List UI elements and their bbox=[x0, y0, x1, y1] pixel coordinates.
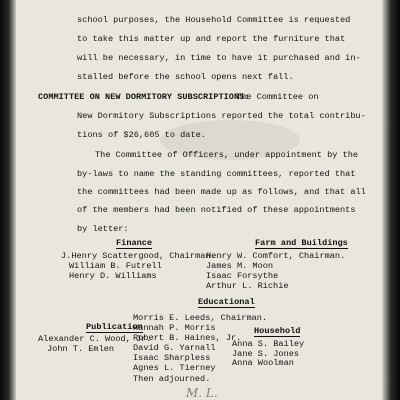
committee-member: Morris E. Leeds, Chairman. bbox=[133, 313, 268, 323]
committee-member: Robert B. Haines, Jr. bbox=[133, 333, 242, 343]
body-line: of the members had been notified of these appointments bbox=[77, 205, 356, 215]
body-line: tions of $26,605 to date. bbox=[77, 130, 206, 140]
committee-member: Anna S. Bailey bbox=[232, 339, 305, 349]
committee-member: Arthur L. Richie bbox=[206, 281, 289, 291]
scan-edge-right bbox=[382, 0, 400, 400]
committee-member: Hannah P. Morris bbox=[133, 323, 216, 333]
committee-member: J.Henry Scattergood, Chairman. bbox=[61, 251, 216, 261]
body-line: to take this matter up and report the furniture that bbox=[77, 34, 346, 44]
body-line: will be necessary, in time to have it purchased and in- bbox=[77, 53, 361, 63]
committee-member: Jane S. Jones bbox=[232, 349, 300, 359]
body-line: stalled before the school opens next fall. bbox=[77, 72, 294, 82]
committee-heading-educational: Educational bbox=[198, 297, 255, 307]
committee-member: David G. Yarnall bbox=[133, 343, 216, 353]
committee-member: James M. Moon bbox=[206, 261, 274, 271]
committee-heading-finance: Finance bbox=[116, 238, 153, 248]
committee-member: John T. Emlen bbox=[47, 344, 115, 354]
committee-member: Henry D. Williams bbox=[69, 271, 157, 281]
closing-line: Then adjourned. bbox=[133, 374, 211, 384]
committee-member: Agnes L. Tierney bbox=[133, 363, 216, 373]
body-line: The Committee of Officers, under appointment by the bbox=[95, 150, 359, 160]
committee-heading-farm-buildings: Farm and Buildings bbox=[255, 238, 348, 248]
committee-member: Isaac Sharpless bbox=[133, 353, 211, 363]
body-line: New Dormitory Subscriptions reported the total contribu- bbox=[77, 111, 366, 121]
committee-member: Alexander C. Wood, Jr. bbox=[38, 334, 152, 344]
committee-heading-publication: Publication bbox=[86, 322, 143, 332]
committee-member: William B. Futrell bbox=[69, 261, 162, 271]
scan-edge-left bbox=[0, 0, 16, 400]
committee-member: Henry W. Comfort, Chairman. bbox=[206, 251, 346, 261]
body-line: school purposes, the Household Committee is requested bbox=[77, 15, 351, 25]
section-heading-new-dormitory: COMMITTEE ON NEW DORMITORY SUBSCRIPTIONS: bbox=[38, 92, 250, 102]
committee-heading-household: Household bbox=[254, 326, 301, 336]
body-line: by-laws to name the standing committees, reported that bbox=[77, 169, 356, 179]
committee-member: Anna Woolman bbox=[232, 358, 294, 368]
body-line: The Committee on bbox=[236, 92, 319, 102]
committee-member: Isaac Forsythe bbox=[206, 271, 279, 281]
body-line: by letter: bbox=[77, 224, 129, 234]
body-line: the committees had been made up as follows, and that all bbox=[77, 187, 366, 197]
handwritten-signature: M. L. bbox=[186, 386, 218, 400]
